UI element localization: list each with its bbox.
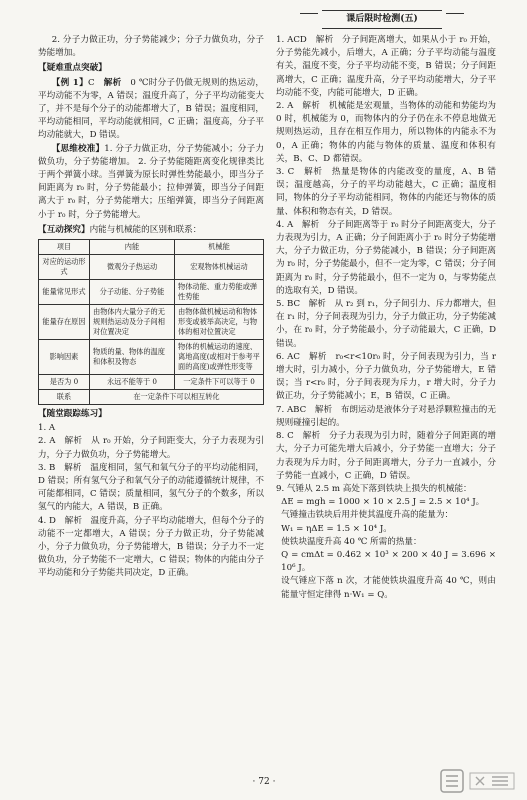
example-tag: 【例 1】 xyxy=(51,77,88,88)
example-text: 0 ℃时分子仍做无规则的热运动，平均动能不为零，A 错误；温度升高了，分子平均动能变大了，并不是每个分子的动能都增大了，B 错误；温度相同，平均动能相同，平均动能就相同，C 正确；温度高，分子平均动能就大，D 错误。 xyxy=(38,77,264,141)
table-row xyxy=(39,375,264,390)
practice-item: 1. A xyxy=(38,423,56,434)
q9-equation: W₁ = ηΔE = 1.5 × 10⁴ J。 xyxy=(281,523,392,534)
q9-equation: Q = cmΔt = 0.462 × 10³ × 200 × 40 J = 3.696 × 10⁶ J。 xyxy=(281,549,496,574)
interact-heading xyxy=(38,224,264,237)
table-header-cell: 项目 xyxy=(39,240,90,255)
example-1 xyxy=(38,77,264,143)
interact-tag: 【互动探究】 xyxy=(38,224,90,235)
watermark-logo xyxy=(440,768,520,794)
example-answer: C xyxy=(87,77,95,88)
answer-item: 8. C 解析 分子力表现为引力时，随着分子间距离的增大，分子力可能先增大后减小，分子势能一直增大；分子力表现为斥力时，分子间距离增大，分子力一直减小，分子势能一直减小，C 正确，D 错误。 xyxy=(276,431,496,481)
table-header-cell: 内能 xyxy=(90,240,175,255)
answer-item: 7. ABC 解析 布朗运动是液体分子对悬浮颗粒撞击的无规则碰撞引起的。 xyxy=(276,404,496,428)
table-cell: 分子动能、分子势能 xyxy=(90,280,175,305)
interact-caption: 内能与机械能的区别和联系： xyxy=(89,224,202,235)
answer-item: 1. ACD 解析 分子间距离增大，如果从小于 r₀ 开始，分子势能先减小，后增大，A 正确；分子平均动能与温度有关，温度不变，分子平均动能不变，B 错误；分子间距离增大，C 正确；温度升高，分子平均动能增大，分子平均动能不变，内能可能增大，D 正确。 xyxy=(276,35,496,98)
table-cell: 能量常见形式 xyxy=(39,280,90,305)
table-cell: 在一定条件下可以相互转化 xyxy=(90,390,264,405)
answer-item: 4. A 解析 分子间距离等于 r₀ 时分子间距离变大，分子力表现为引力，A 正确；分子间距离小于 r₀ 时分子势能增大，分子力做正功，分子势能减小，B 错误；分子间距离为 r₀ 时，分子势能最小，但不一定为零，C 错误；分子间距离为 r₀ 时，分子势能最小，但不一定为 0，与零势能点的选取有关，D 错误。 xyxy=(276,219,496,296)
title-rule-right xyxy=(446,13,464,20)
answer-item: 2. A 解析 机械能是宏观量，当物体的动能和势能均为 0 时，机械能为 0，而物体内的分子仍在永不停息地做无规则热运动，且存在相互作用力，所以物体的内能永不为 0，A 正确；物体的内能与物体的质量、温度和体积有关，B、C、D 都错误。 xyxy=(276,101,496,164)
table-row xyxy=(39,390,264,405)
practice-item: 2. A 解析 从 r₀ 开始，分子间距变大，分子力表现为引力，分子力做负功，分子势能增大。 xyxy=(38,436,264,460)
q9-equation: ΔE = mgh = 1000 × 10 × 2.5 J = 2.5 × 10⁴ J。 xyxy=(281,497,485,508)
table-cell: 由物体内大量分子的无规则热运动及分子间相对位置决定 xyxy=(90,305,175,340)
table-cell: 一定条件下可以等于 0 xyxy=(175,375,264,390)
table-row xyxy=(39,255,264,280)
q9-text: 气锤撞击铁块后用并使其温度升高的能量为： xyxy=(281,510,454,521)
table-cell: 物质的量、物体的温度和体积及物态 xyxy=(90,340,175,375)
table-header-row xyxy=(39,240,264,255)
q9-text: 使铁块温度升高 40 ℃ 所需的热量： xyxy=(281,536,422,547)
thinking-calibration xyxy=(38,143,264,222)
answer-item: 6. AC 解析 r₀<r<10r₀ 时，分子间表现为引力，当 r 增大时，引力减小，分子力做负功，分子势能增大，E 错误；当 r<r₀ 时，分子间表现为斥力，r 增大时，分子力做正功，分子势能减小；E，B 错误，C 正确。 xyxy=(276,351,496,402)
thinking-text: 1. 分子力做正功，分子势能减小；分子力做负功，分子势能增加。 2. 分子势能随距离变化规律类比于两个弹簧小球。当弹簧为原长时弹性势能最小，即当分子间距离为 r₀ 时，分子势能最小；拉伸弹簧，即当分子间距离大于 r₀ 时，分子势能增大；压缩弹簧，即当分子间距离小于 r₀ 时，分子势能增大。 xyxy=(38,143,264,220)
q9-lead: 9. 气锤从 2.5 m 高处下落到铁块上损失的机械能： xyxy=(276,483,472,494)
right-column xyxy=(276,34,496,602)
table-cell: 宏观物体机械运动 xyxy=(175,255,264,280)
table-cell: 联系 xyxy=(39,390,90,405)
table-cell: 微观分子热运动 xyxy=(90,255,175,280)
table-cell: 物体动能、重力势能或弹性势能 xyxy=(175,280,264,305)
practice-item: 4. D 解析 温度升高，分子平均动能增大，但每个分子的动能不一定都增大，A 错误；分子力做正功，分子势能减小，分子力做负功，分子势能增大，B 错误；分子力不一定做负功，分子势能不一定增大，C 错误；物体的内能由分子平均动能和分子势能共同决定，D 正确。 xyxy=(38,515,264,579)
table-cell: 永远不能等于 0 xyxy=(90,375,175,390)
table-row xyxy=(39,305,264,340)
page-number: · 72 · xyxy=(252,777,276,787)
breakthrough-heading: 【疑难重点突破】 xyxy=(38,63,107,74)
table-row xyxy=(39,280,264,305)
practice-item: 3. B 解析 温度相同，氢气和氧气分子的平均动能相同，D 错误；所有氢气分子和氧气分子的动能遵循统计规律，不可能都相同，C 错误；质量相同，氢气分子的个数多，所以氢气的内能大，A 错误，B 正确。 xyxy=(38,462,264,513)
comparison-table xyxy=(38,239,264,405)
title-rule-left xyxy=(300,13,318,20)
intro-text: 2. 分子力做正功，分子势能减少；分子力做负功，分子势能增加。 xyxy=(38,35,264,59)
q9-text: 设气锤应下落 n 次，才能使铁块温度升高 40 ℃，则由能量守恒定律得 n·W₁ = Q。 xyxy=(281,576,496,600)
answer-item: 5. BC 解析 从 r₂ 到 r₁，分子间引力、斥力都增大，但在 r₁ 时，分子间表现为引力，分子力做正功，分子势能减小，在 r₀ 时，分子势能最小，分子动能最大，C 正确，D 错误。 xyxy=(276,299,496,349)
table-cell: 物体的机械运动的速度、离地高度(或相对于参考平面的高度)或弹性形变等 xyxy=(175,340,264,375)
answer-item: 3. C 解析 热量是物体的内能改变的量度，A、B 错误；温度越高，分子的平均动能越大，C 正确；温度相同，物体的分子平均动能相同，物体的内能还与物体的质量、体积和物态有关，D 错误。 xyxy=(276,167,496,217)
table-header-cell: 机械能 xyxy=(175,240,264,255)
practice-heading: 【随堂跟踪练习】 xyxy=(38,409,107,420)
table-row xyxy=(39,340,264,375)
table-cell: 能量存在原因 xyxy=(39,305,90,340)
table-cell: 影响因素 xyxy=(39,340,90,375)
table-cell: 由物体做机械运动和物体形变或被举高决定，与物体的相对位置决定 xyxy=(175,305,264,340)
table-cell: 是否为 0 xyxy=(39,375,90,390)
table-cell: 对应的运动形式 xyxy=(39,255,90,280)
right-section-title: 课后限时检测(五) xyxy=(322,10,442,29)
thinking-tag: 【思维校准】 xyxy=(51,143,105,154)
left-column xyxy=(38,34,264,581)
example-jiexi: 解析 xyxy=(103,77,122,88)
